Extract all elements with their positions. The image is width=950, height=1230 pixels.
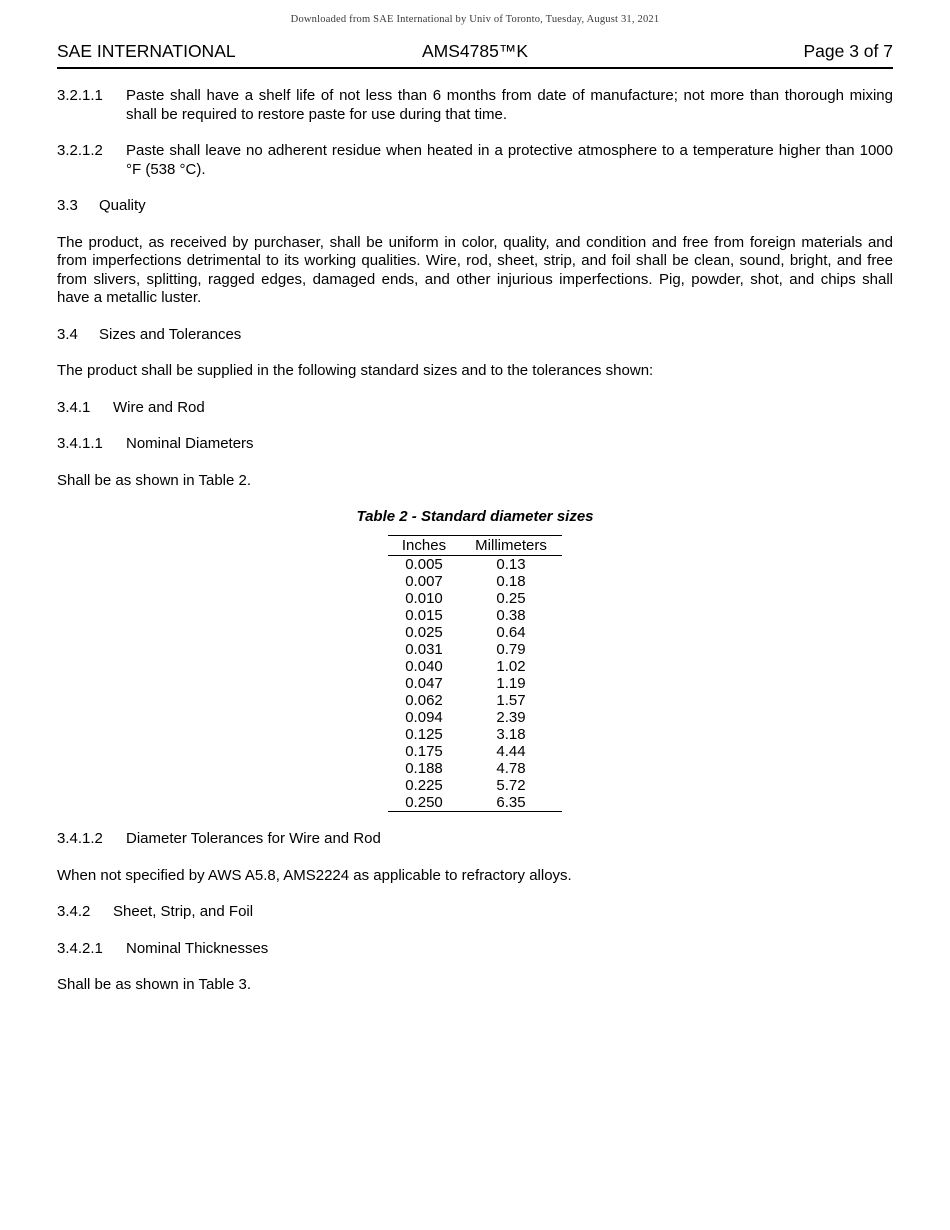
cell-inches: 0.225 (405, 777, 443, 794)
cell-inches: 0.031 (405, 641, 443, 658)
paragraph-quality: The product, as received by purchaser, shall be uniform in color, quality, and condition and free from foreign materials and from imperfections detrimental to its working qualities. Wire, rod, sheet, strip, and foil shall be clean, sound, bright, and free from slivers, splitting, ragged edges, damaged ends, and other injurious imperfections. Pig, powder, shot, and chips shall have a metallic luster. (57, 233, 893, 306)
cell-inches: 0.047 (405, 675, 443, 692)
cell-mm: 6.35 (496, 794, 526, 811)
heading-3-4-1 (57, 399, 893, 418)
heading-3-3 (57, 197, 893, 216)
heading-number: 3.3 (57, 197, 78, 214)
cell-mm: 5.72 (496, 777, 526, 794)
table-row (388, 607, 562, 624)
cell-mm: 0.79 (496, 641, 526, 658)
table-row (388, 777, 562, 794)
table-row (388, 573, 562, 590)
heading-3-4-2 (57, 903, 893, 922)
cell-mm: 1.02 (496, 658, 526, 675)
clause-text: Paste shall leave no adherent residue when heated in a protective atmosphere to a temperature higher than 1000 °F (538 °C). (126, 142, 893, 178)
cell-mm: 2.39 (496, 709, 526, 726)
heading-number: 3.4.1.1 (57, 435, 103, 452)
header-publisher: SAE INTERNATIONAL (57, 41, 236, 61)
heading-title: Nominal Diameters (126, 435, 254, 452)
paragraph-tolerances: When not specified by AWS A5.8, AMS2224 as applicable to refractory alloys. (57, 866, 572, 884)
cell-inches: 0.125 (405, 726, 443, 743)
cell-inches: 0.025 (405, 624, 443, 641)
heading-3-4 (57, 326, 893, 345)
clause-number: 3.2.1.2 (57, 142, 103, 159)
cell-inches: 0.010 (405, 590, 443, 607)
cell-mm: 0.25 (496, 590, 526, 607)
table2-caption: Table 2 - Standard diameter sizes (356, 508, 594, 525)
heading-number: 3.4.2.1 (57, 939, 103, 957)
table-row (388, 556, 562, 574)
table-row (388, 760, 562, 777)
heading-title: Quality (99, 197, 146, 214)
cell-inches: 0.175 (405, 743, 443, 760)
cell-mm: 4.44 (496, 743, 526, 760)
table-row (388, 641, 562, 658)
cell-inches: 0.094 (405, 709, 443, 726)
heading-title: Sheet, Strip, and Foil (113, 903, 254, 920)
heading-3-4-1-2 (57, 830, 893, 849)
download-notice: Downloaded from SAE International by Univ of Toronto, Tuesday, August 31, 2021 (290, 14, 660, 25)
clause-3-2-1-1 (57, 87, 893, 124)
header-doc-number: AMS4785™K (421, 41, 529, 61)
table2-container (57, 535, 893, 812)
clause-3-2-1-2 (57, 142, 893, 179)
heading-title: Diameter Tolerances for Wire and Rod (126, 830, 381, 847)
table2-standard-diameter-sizes (388, 535, 562, 812)
heading-title: Wire and Rod (113, 398, 205, 416)
cell-mm: 0.38 (496, 607, 526, 624)
table-header-row (388, 536, 562, 556)
cell-mm: 0.18 (496, 573, 526, 590)
table-row (388, 726, 562, 743)
table-row (388, 709, 562, 726)
cell-mm: 0.13 (496, 556, 526, 573)
heading-number: 3.4 (57, 325, 78, 343)
clause-text: Paste shall have a shelf life of not less than 6 months from date of manufacture; not more than thorough mixing shall be required to restore paste for use during that time. (126, 87, 893, 123)
table-row (388, 692, 562, 709)
table-header-inches: Inches (401, 537, 447, 554)
clause-number: 3.2.1.1 (57, 87, 103, 104)
paragraph-table2-ref: Shall be as shown in Table 2. (57, 471, 252, 489)
heading-3-4-1-1 (57, 435, 893, 454)
cell-mm: 0.64 (496, 624, 526, 641)
cell-inches: 0.005 (405, 556, 443, 573)
heading-title: Nominal Thicknesses (126, 939, 269, 957)
heading-number: 3.4.1.2 (57, 830, 103, 847)
paragraph-sizes-intro: The product shall be supplied in the following standard sizes and to the tolerances shown: (57, 362, 654, 379)
table-row (388, 794, 562, 812)
table-row (388, 658, 562, 675)
table-row (388, 743, 562, 760)
paragraph-table3-ref: Shall be as shown in Table 3. (57, 976, 252, 993)
cell-inches: 0.188 (405, 760, 443, 777)
table-row (388, 590, 562, 607)
table-row (388, 675, 562, 692)
cell-inches: 0.015 (405, 607, 443, 624)
table-header-millimeters: Millimeters (475, 537, 547, 554)
cell-inches: 0.007 (405, 573, 443, 590)
page-header (57, 41, 893, 69)
heading-3-4-2-1 (57, 940, 893, 959)
document-body (57, 87, 893, 995)
heading-number: 3.4.1 (57, 398, 91, 416)
cell-mm: 1.57 (496, 692, 526, 709)
table-row (388, 624, 562, 641)
cell-mm: 4.78 (496, 760, 526, 777)
heading-number: 3.4.2 (57, 903, 91, 920)
header-page-number: Page 3 of 7 (803, 41, 893, 61)
cell-inches: 0.250 (405, 794, 443, 811)
cell-inches: 0.040 (405, 658, 443, 675)
cell-mm: 1.19 (496, 675, 526, 692)
heading-title: Sizes and Tolerances (99, 325, 242, 343)
cell-inches: 0.062 (405, 692, 443, 709)
cell-mm: 3.18 (496, 726, 526, 743)
